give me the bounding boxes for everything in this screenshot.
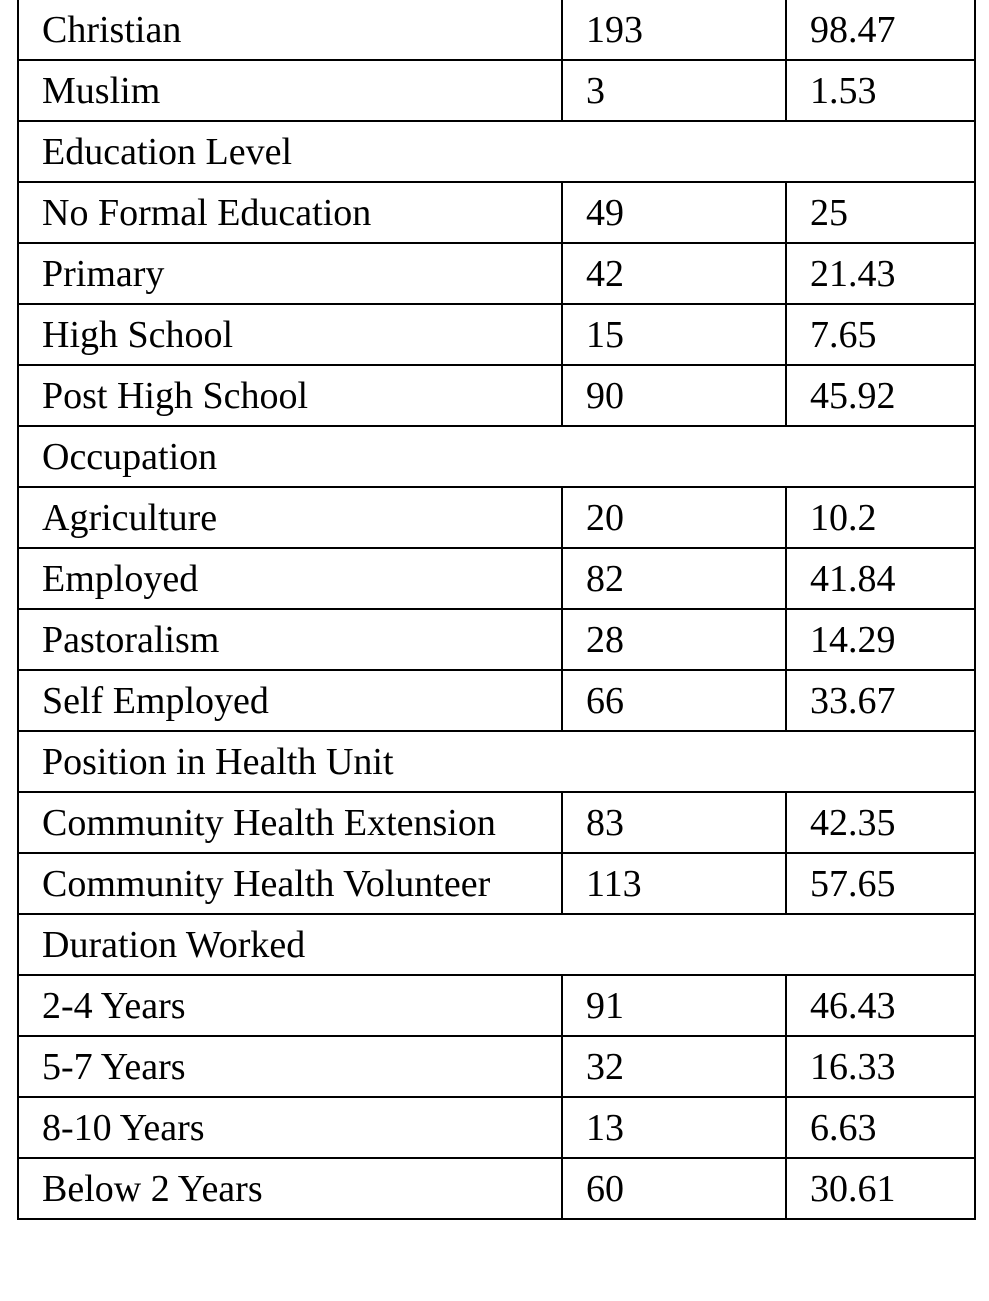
- row-label: Post High School: [18, 365, 562, 426]
- demographics-table: [17, 0, 976, 1220]
- section-heading: Position in Health Unit: [18, 731, 975, 792]
- row-percent: 1.53: [786, 60, 975, 121]
- table-row: [18, 1158, 975, 1219]
- row-percent: 41.84: [786, 548, 975, 609]
- row-count: 15: [562, 304, 786, 365]
- table-row: [18, 670, 975, 731]
- row-label: 8-10 Years: [18, 1097, 562, 1158]
- table-body: [18, 0, 975, 1219]
- row-percent: 45.92: [786, 365, 975, 426]
- row-percent: 30.61: [786, 1158, 975, 1219]
- row-count: 193: [562, 0, 786, 60]
- section-row: [18, 426, 975, 487]
- row-percent: 7.65: [786, 304, 975, 365]
- row-percent: 33.67: [786, 670, 975, 731]
- table-row: [18, 1036, 975, 1097]
- row-percent: 10.2: [786, 487, 975, 548]
- table-row: [18, 243, 975, 304]
- row-label: Agriculture: [18, 487, 562, 548]
- row-label: Community Health Volunteer: [18, 853, 562, 914]
- row-label: Employed: [18, 548, 562, 609]
- table-row: [18, 365, 975, 426]
- row-count: 49: [562, 182, 786, 243]
- row-count: 82: [562, 548, 786, 609]
- table-row: [18, 609, 975, 670]
- row-percent: 42.35: [786, 792, 975, 853]
- row-label: Pastoralism: [18, 609, 562, 670]
- table-row: [18, 1097, 975, 1158]
- row-count: 13: [562, 1097, 786, 1158]
- table-row: [18, 0, 975, 60]
- row-count: 32: [562, 1036, 786, 1097]
- row-count: 28: [562, 609, 786, 670]
- row-count: 90: [562, 365, 786, 426]
- row-percent: 57.65: [786, 853, 975, 914]
- section-row: [18, 914, 975, 975]
- row-count: 20: [562, 487, 786, 548]
- row-percent: 16.33: [786, 1036, 975, 1097]
- row-percent: 14.29: [786, 609, 975, 670]
- table-row: [18, 792, 975, 853]
- row-label: 5-7 Years: [18, 1036, 562, 1097]
- table-row: [18, 304, 975, 365]
- row-count: 66: [562, 670, 786, 731]
- row-percent: 46.43: [786, 975, 975, 1036]
- row-label: 2-4 Years: [18, 975, 562, 1036]
- row-count: 42: [562, 243, 786, 304]
- table-row: [18, 182, 975, 243]
- section-row: [18, 121, 975, 182]
- row-percent: 25: [786, 182, 975, 243]
- row-label: Below 2 Years: [18, 1158, 562, 1219]
- row-label: Community Health Extension: [18, 792, 562, 853]
- section-row: [18, 731, 975, 792]
- row-percent: 21.43: [786, 243, 975, 304]
- row-percent: 6.63: [786, 1097, 975, 1158]
- row-count: 3: [562, 60, 786, 121]
- row-percent: 98.47: [786, 0, 975, 60]
- row-count: 91: [562, 975, 786, 1036]
- row-label: Self Employed: [18, 670, 562, 731]
- row-label: Christian: [18, 0, 562, 60]
- table-row: [18, 975, 975, 1036]
- row-label: Muslim: [18, 60, 562, 121]
- row-count: 60: [562, 1158, 786, 1219]
- row-label: No Formal Education: [18, 182, 562, 243]
- table-row: [18, 548, 975, 609]
- section-heading: Education Level: [18, 121, 975, 182]
- table-row: [18, 60, 975, 121]
- section-heading: Duration Worked: [18, 914, 975, 975]
- section-heading: Occupation: [18, 426, 975, 487]
- row-label: Primary: [18, 243, 562, 304]
- row-count: 113: [562, 853, 786, 914]
- table-row: [18, 853, 975, 914]
- row-label: High School: [18, 304, 562, 365]
- table-row: [18, 487, 975, 548]
- row-count: 83: [562, 792, 786, 853]
